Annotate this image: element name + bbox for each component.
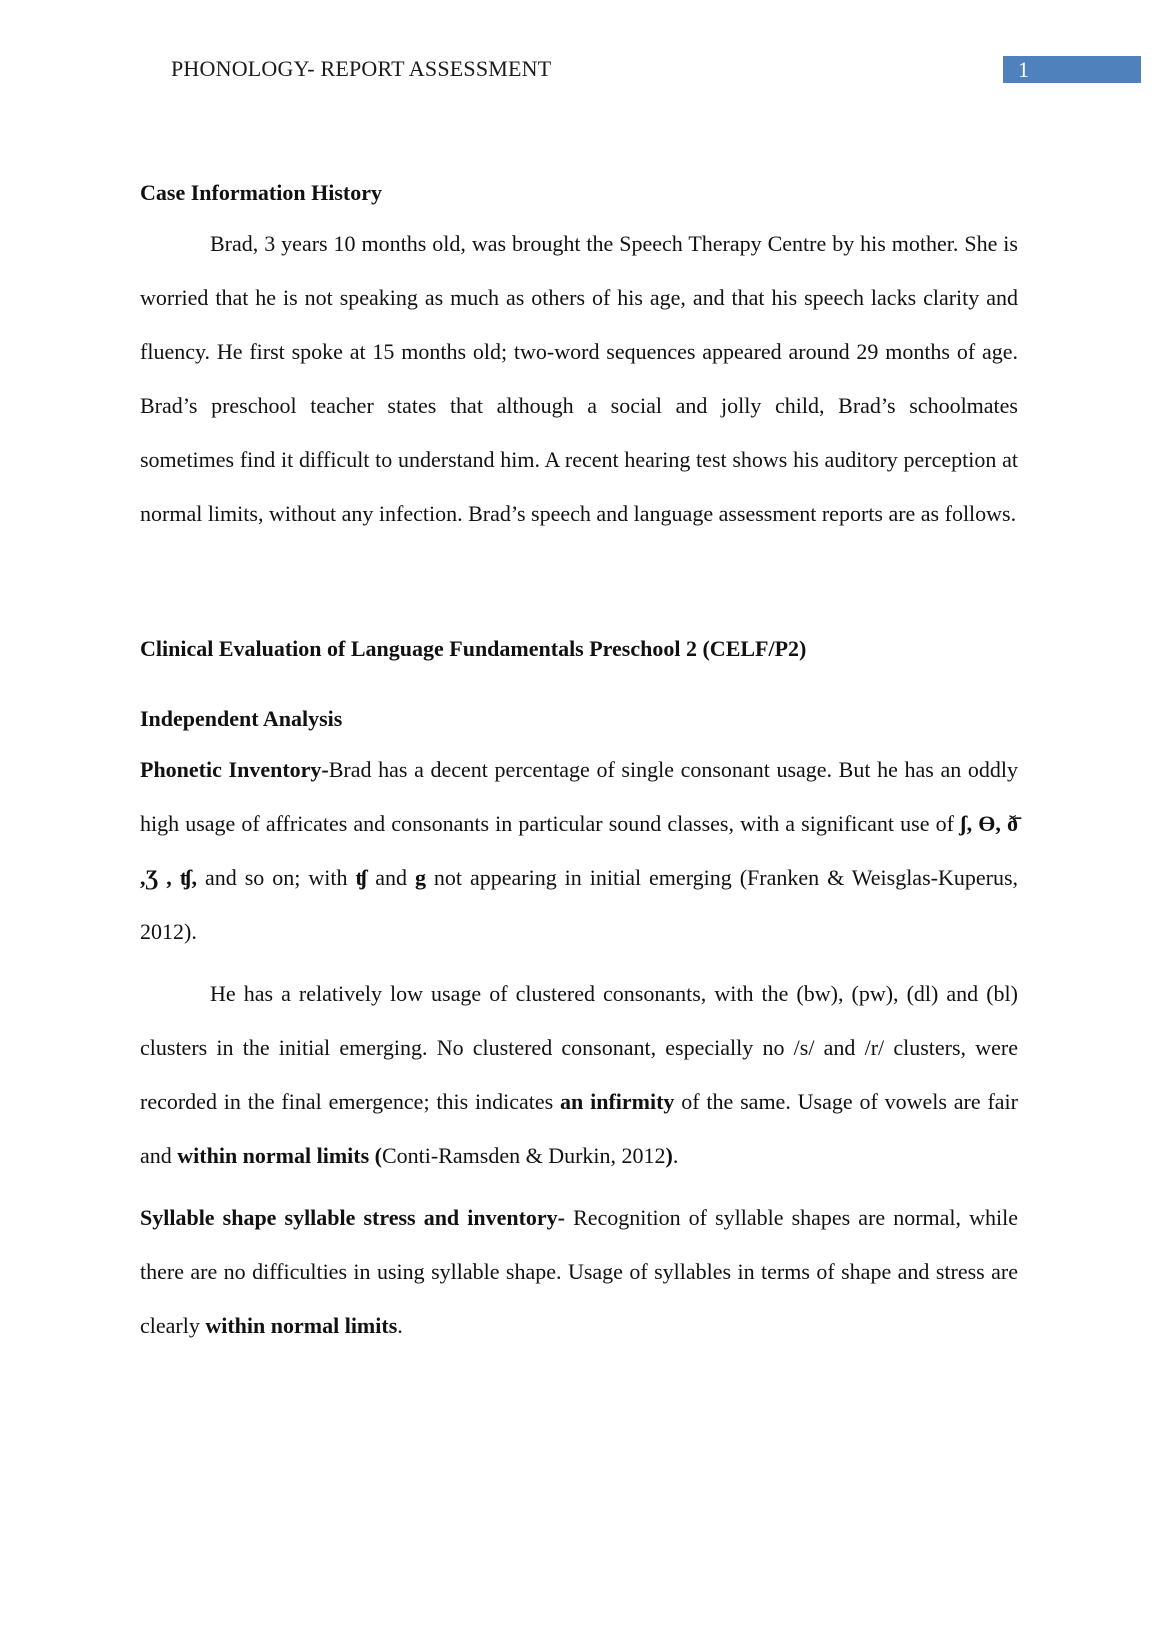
phonetic-inventory-label: Phonetic Inventory- [140, 757, 329, 782]
clusters-citation: Conti-Ramsden & Durkin, 2012 [382, 1143, 666, 1168]
clusters-bold-2: within normal limits ( [177, 1143, 382, 1168]
phonetic-symbol-ch: ʧ [355, 865, 368, 890]
syllable-text-1: Recognition of syllable shapes are normal, while there are no difficulties in using syllable shape. Usage of syllables in terms of shape and stress are clearly [140, 1205, 1018, 1338]
syllable-label: Syllable shape syllable stress and inventory- [140, 1205, 565, 1230]
syllable-text-2: . [397, 1313, 403, 1338]
clusters-text-4: . [672, 1143, 679, 1168]
clusters-paragraph [140, 967, 1018, 1183]
syllable-bold-1: within normal limits [205, 1313, 398, 1338]
independent-analysis-heading: Independent Analysis [140, 706, 343, 731]
page-number-box [1003, 56, 1141, 83]
case-history-paragraph: Brad, 3 years 10 months old, was brought the Speech Therapy Centre by his mother. She is worried that he is not speaking as much as others of his age, and that his speech lacks clarity and fluency. He first spoke at 15 months old; two-word sequences appeared around 29 months of age. Brad’s preschool teacher states that although a social and jolly child, Brad’s schoolmates sometimes find it difficult to understand him. A recent hearing test shows his auditory perception at normal limits, without any infection. Brad’s speech and language assessment reports are as follows. [140, 231, 1018, 526]
syllable-paragraph [140, 1191, 1018, 1353]
phonetic-text-2: and so on; with [197, 865, 356, 890]
phonetic-text-4: not appearing in initial emerging (Franken & Weisglas-Kuperus, 2012). [140, 865, 1019, 944]
phonetic-inventory-paragraph [140, 743, 1018, 959]
clusters-text-1: He has a relatively low usage of clustered consonants, with the (bw), (pw), (dl) and (bl) clusters in the initial emerging. No clustered consonant, especially no /s/ and /r/ clusters, were recorded in the final emergence; this indicates [140, 981, 1018, 1114]
clusters-text-2: of the same. Usage of vowels are fair and [140, 1089, 1018, 1168]
clusters-bold-3: ) [665, 1143, 673, 1168]
clusters-bold-1: an infirmity [560, 1089, 675, 1114]
page-number: 1 [1018, 57, 1029, 82]
phonetic-text-3: and [367, 865, 415, 890]
case-history-heading: Case Information History [140, 180, 382, 205]
phonetic-text-1: Brad has a decent percentage of single consonant usage. But he has an oddly high usage of affricates and consonants in particular sound classes, with a significant use of [140, 757, 1018, 836]
phonetic-symbols: ʃ, ϴ, ð̄ ,Ʒ , ʧ, [140, 811, 1018, 890]
phonetic-symbol-g: g [414, 865, 426, 890]
running-head: PHONOLOGY- REPORT ASSESSMENT [171, 56, 552, 81]
celf-heading: Clinical Evaluation of Language Fundamentals Preschool 2 (CELF/P2) [140, 636, 807, 661]
